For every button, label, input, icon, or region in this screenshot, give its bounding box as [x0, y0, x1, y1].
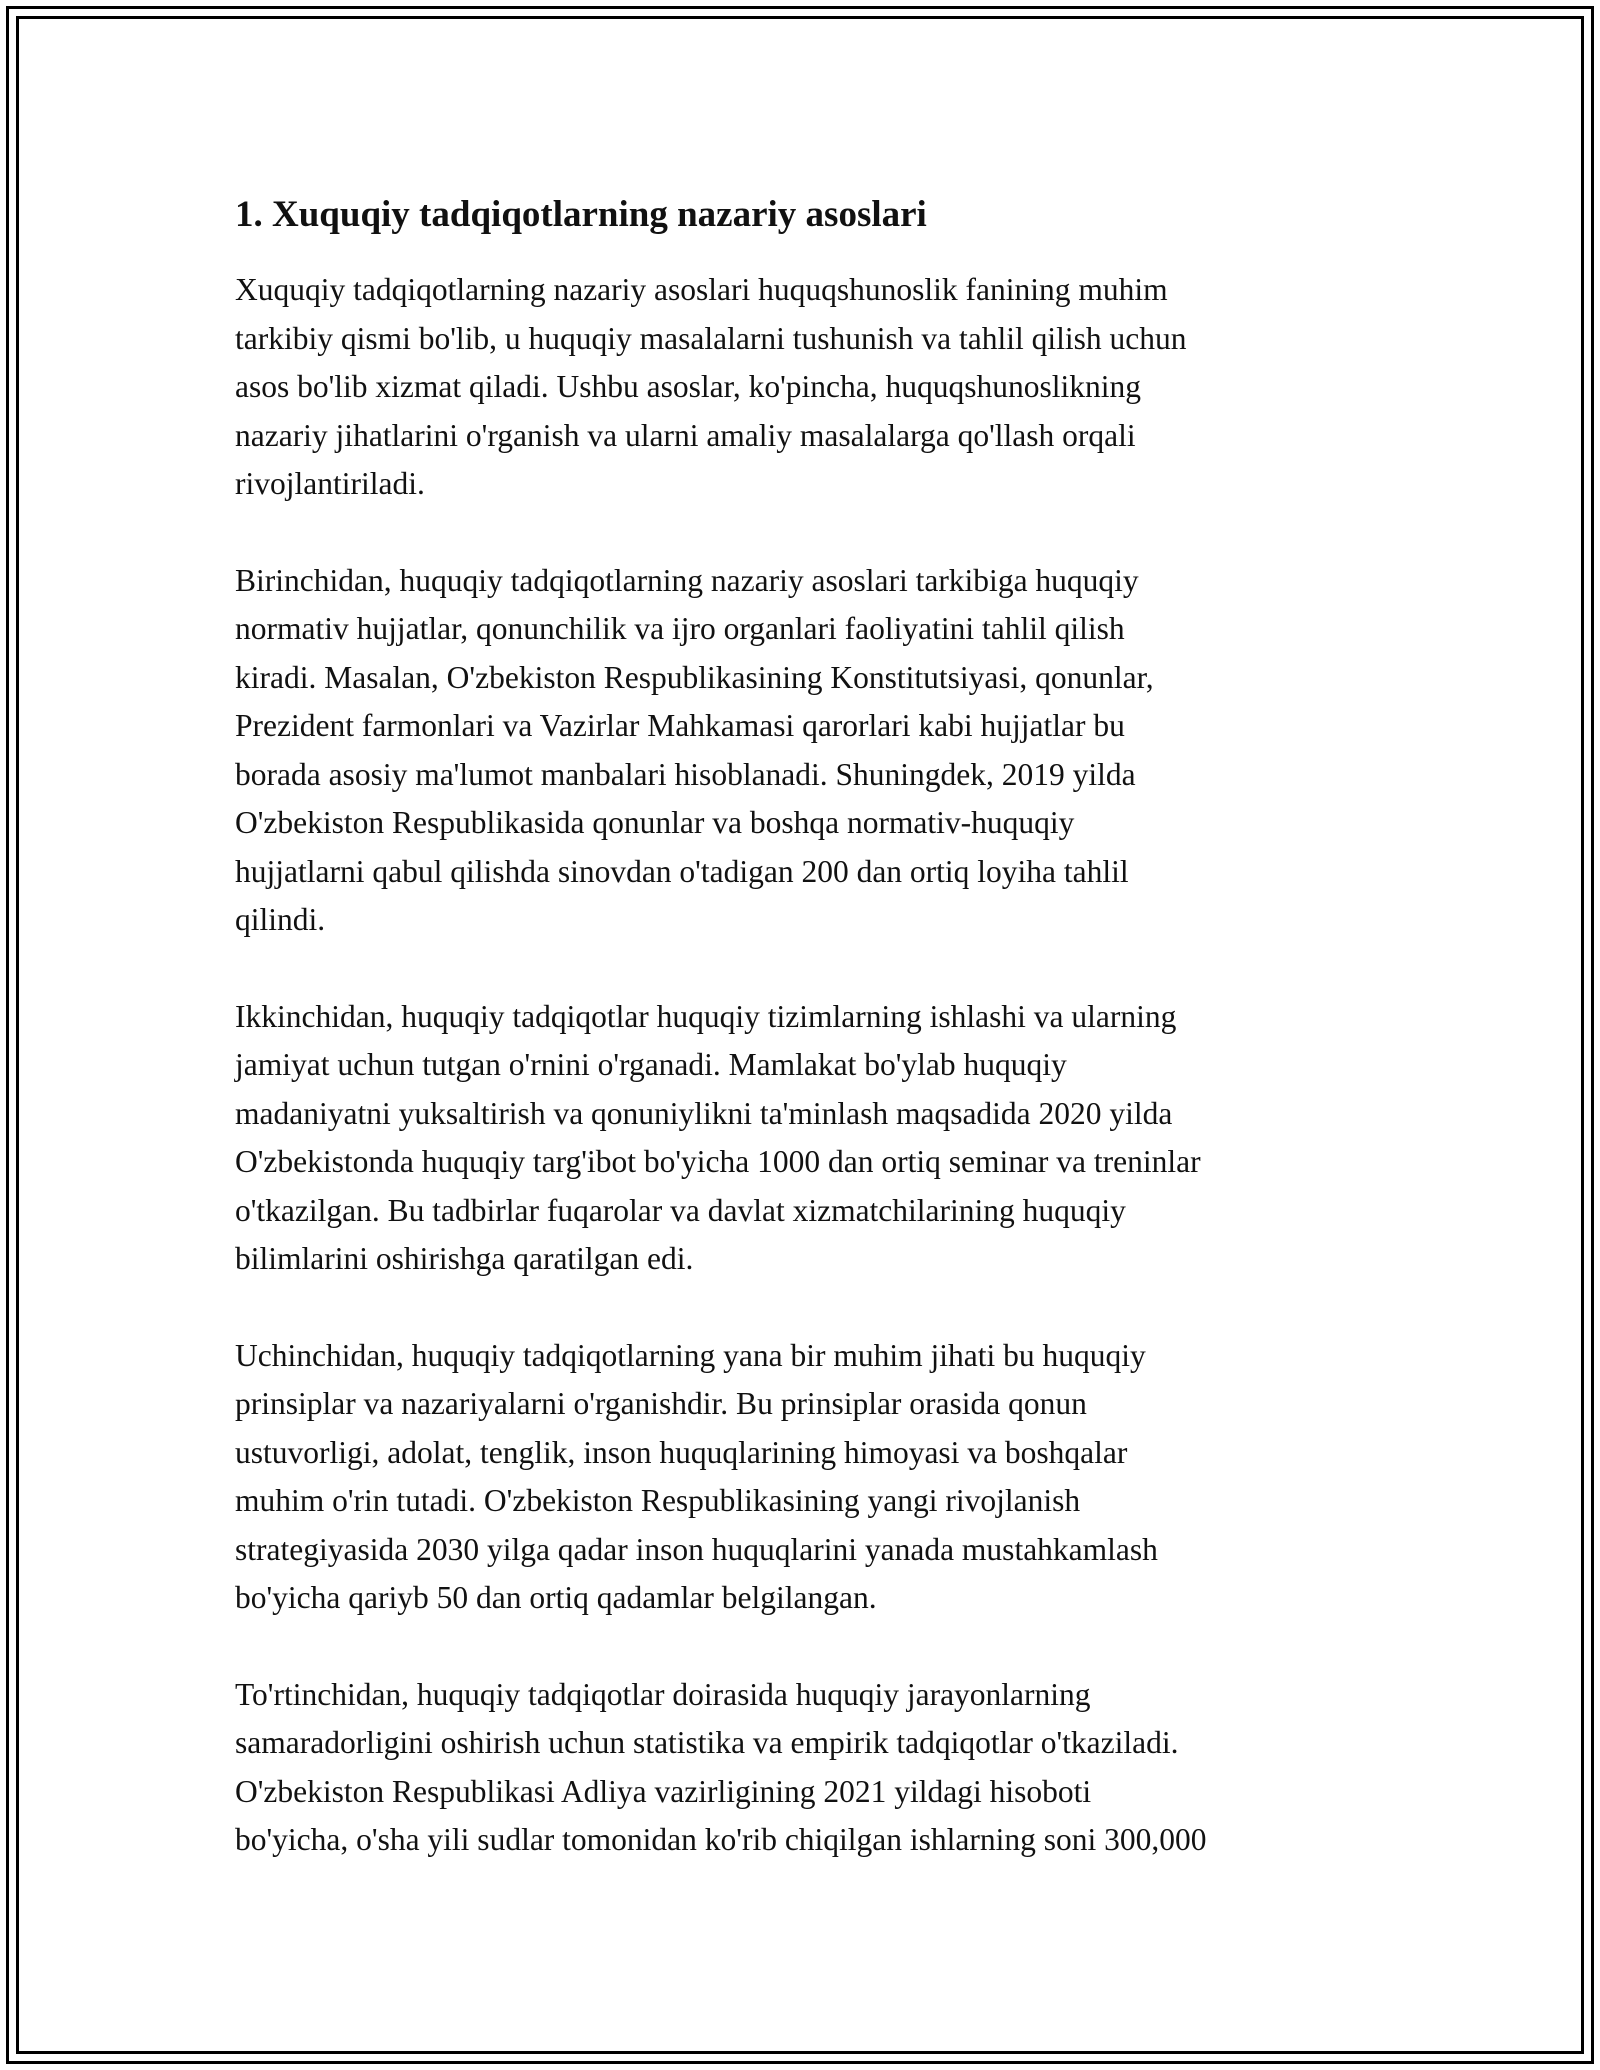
text-line: borada asosiy ma'lumot manbalari hisoblanadi. Shuningdek, 2019 yilda	[235, 756, 1136, 792]
text-line: muhim o'rin tutadi. O'zbekiston Respublikasining yangi rivojlanish	[235, 1483, 1081, 1518]
text-line: Prezident farmonlari va Vazirlar Mahkamasi qarorlari kabi hujjatlar bu	[235, 708, 1125, 743]
text-line: Xuquqiy tadqiqotlarning nazariy asoslari huquqshunoslik fanining muhim	[235, 272, 1168, 307]
text-line: madaniyatni yuksaltirish va qonuniylikni ta'minlash maqsadida 2020 yilda	[235, 1095, 1173, 1131]
text-line: O'zbekiston Respublikasi Adliya vazirligining 2021 yildagi hisoboti	[235, 1773, 1092, 1809]
text-line: nazariy jihatlarini o'rganish va ularni amaliy masalalarga qo'llash orqali	[235, 417, 1136, 453]
paragraph-second	[235, 993, 1385, 1284]
text-line: tarkibiy qismi bo'lib, u huquqiy masalalarni tushunish va tahlil qilish uchun	[235, 320, 1187, 356]
text-line: bo'yicha qariyb 50 dan ortiq qadamlar belgilangan.	[235, 1580, 877, 1615]
paragraph-third	[235, 1332, 1385, 1623]
text-line: rivojlantiriladi.	[235, 466, 425, 501]
text-line: qilindi.	[235, 902, 326, 937]
text-line: prinsiplar va nazariyalarni o'rganishdir. Bu prinsiplar orasida qonun	[235, 1386, 1087, 1421]
text-line: hujjatlarni qabul qilishda sinovdan o'tadigan 200 dan ortiq loyiha tahlil	[235, 853, 1129, 889]
document-body	[235, 190, 1385, 1913]
text-line: To'rtinchidan, huquqiy tadqiqotlar doirasida huquqiy jarayonlarning	[235, 1676, 1091, 1712]
text-line: o'tkazilgan. Bu tadbirlar fuqarolar va davlat xizmatchilarining huquqiy	[235, 1192, 1126, 1228]
text-line: strategiyasida 2030 yilga qadar inson huquqlarini yanada mustahkamlash	[235, 1531, 1158, 1567]
text-line: O'zbekistonda huquqiy targ'ibot bo'yicha 1000 dan ortiq seminar va treninlar	[235, 1144, 1201, 1179]
text-line: Ikkinchidan, huquqiy tadqiqotlar huquqiy tizimlarning ishlashi va ularning	[235, 998, 1177, 1034]
section-heading: 1. Xuquqiy tadqiqotlarning nazariy asoslari	[235, 194, 927, 235]
paragraph-fourth	[235, 1671, 1385, 1865]
text-line: O'zbekiston Respublikasida qonunlar va boshqa normativ-huquqiy	[235, 805, 1075, 840]
text-line: normativ hujjatlar, qonunchilik va ijro organlari faoliyatini tahlil qilish	[235, 611, 1125, 646]
text-line: samaradorligini oshirish uchun statistika va empirik tadqiqotlar o'tkaziladi.	[235, 1725, 1179, 1760]
text-line: ustuvorligi, adolat, tenglik, inson huquqlarining himoyasi va boshqalar	[235, 1434, 1128, 1470]
text-line: Uchinchidan, huquqiy tadqiqotlarning yana bir muhim jihati bu huquqiy	[235, 1337, 1146, 1373]
paragraph-first	[235, 557, 1385, 945]
paragraph-intro	[235, 266, 1385, 509]
text-line: kiradi. Masalan, O'zbekiston Respublikasining Konstitutsiyasi, qonunlar,	[235, 659, 1154, 695]
text-line: bo'yicha, o'sha yili sudlar tomonidan ko'rib chiqilgan ishlarning soni 300,000	[235, 1822, 1207, 1857]
text-line: jamiyat uchun tutgan o'rnini o'rganadi. Mamlakat bo'ylab huquqiy	[235, 1047, 1067, 1082]
text-line: Birinchidan, huquqiy tadqiqotlarning nazariy asoslari tarkibiga huquqiy	[235, 562, 1139, 598]
text-line: bilimlarini oshirishga qaratilgan edi.	[235, 1241, 694, 1276]
text-line: asos bo'lib xizmat qiladi. Ushbu asoslar, ko'pincha, huquqshunoslikning	[235, 369, 1142, 404]
